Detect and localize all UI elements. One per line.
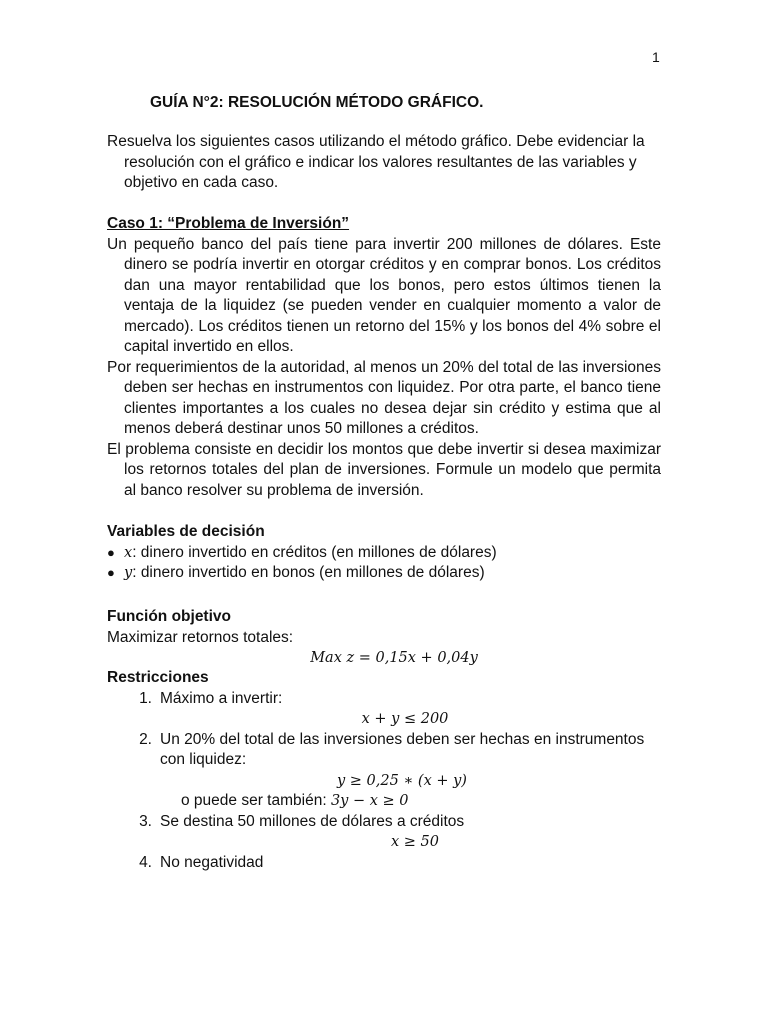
bullet-icon: ● xyxy=(107,565,115,580)
document-title: GUÍA N°2: RESOLUCIÓN MÉTODO GRÁFICO. xyxy=(150,94,484,111)
restrictions-heading: Restricciones xyxy=(107,669,209,686)
variables-block xyxy=(107,522,661,584)
variable-symbol: x xyxy=(124,544,133,561)
intro-block xyxy=(107,132,661,194)
objective-formula: Max z = 0,15x + 0,04y xyxy=(310,650,478,666)
variable-description: : dinero invertido en bonos (en millones de dólares) xyxy=(132,564,485,581)
restriction-text: Un 20% del total de las inversiones deben ser hechas en instrumentos con liquidez: xyxy=(160,730,645,768)
restriction-number: 2. xyxy=(139,730,152,748)
restriction-text: Se destina 50 millones de dólares a créditos xyxy=(160,812,465,830)
restriction-alt-formula: 3y − x ≥ 0 xyxy=(330,793,409,809)
restriction-alt-label: o puede ser también: xyxy=(181,792,331,809)
case1-block xyxy=(107,214,661,501)
restriction-item-2 xyxy=(107,730,661,771)
variable-symbol: y xyxy=(124,565,133,581)
restriction-item-3 xyxy=(107,812,661,833)
restriction-formula-3: x ≥ 50 xyxy=(391,834,439,850)
case1-paragraph-1: Un pequeño banco del país tiene para invertir 200 millones de dólares. Este dinero se podría invertir en otorgar créditos y en comprar bonos. Los créditos dan una mayor rentabilidad que los bonos, pero estos últimos tienen la ventaja de la liquidez (se pueden vender en cualquier momento a valor de mercado). Los créditos tienen un retorno del 15% y los bonos del 4% sobre el capital invertido en ellos. xyxy=(107,235,661,355)
variable-item-y xyxy=(107,563,661,584)
variable-item-x xyxy=(107,543,661,564)
objective-block xyxy=(107,607,661,669)
variables-heading: Variables de decisión xyxy=(107,523,265,540)
restriction-item-4 xyxy=(107,853,661,874)
restriction-formula-1: x + y ≤ 200 xyxy=(361,711,449,727)
restriction-number: 4. xyxy=(139,853,152,871)
bullet-icon: ● xyxy=(107,544,115,560)
restrictions-block xyxy=(107,668,661,873)
objective-label: Maximizar retornos totales: xyxy=(107,628,294,646)
variable-description: : dinero invertido en créditos (en millones de dólares) xyxy=(132,543,497,561)
restriction-number: 1. xyxy=(139,689,152,707)
restriction-item-1 xyxy=(107,689,661,710)
restriction-text: Máximo a invertir: xyxy=(160,689,283,707)
restriction-number: 3. xyxy=(139,812,152,830)
case1-paragraph-3: El problema consiste en decidir los montos que debe invertir si desea maximizar los retornos totales del plan de inversiones. Formule un modelo que permita al banco resolver su problema de inversión. xyxy=(107,440,661,499)
page-number: 1 xyxy=(652,49,660,65)
objective-heading: Función objetivo xyxy=(107,608,231,625)
restriction-formula-2: y ≥ 0,25 ∗ (x + y) xyxy=(337,772,467,789)
case1-paragraph-2: Por requerimientos de la autoridad, al menos un 20% del total de las inversiones deben ser hechas en instrumentos con liquidez. Por otra parte, el banco tiene clientes importantes a los cuales no desea dejar sin crédito y estima que al menos deberá destinar unos 50 millones a créditos. xyxy=(107,358,661,437)
case1-heading: Caso 1: “Problema de Inversión” xyxy=(107,215,350,232)
intro-paragraph: Resuelva los siguientes casos utilizando el método gráfico. Debe evidenciar la resolución con el gráfico e indicar los valores resultantes de las variables y objetivo en cada caso. xyxy=(107,133,645,191)
restriction-alt-line xyxy=(107,791,661,812)
restriction-text: No negatividad xyxy=(160,853,264,871)
